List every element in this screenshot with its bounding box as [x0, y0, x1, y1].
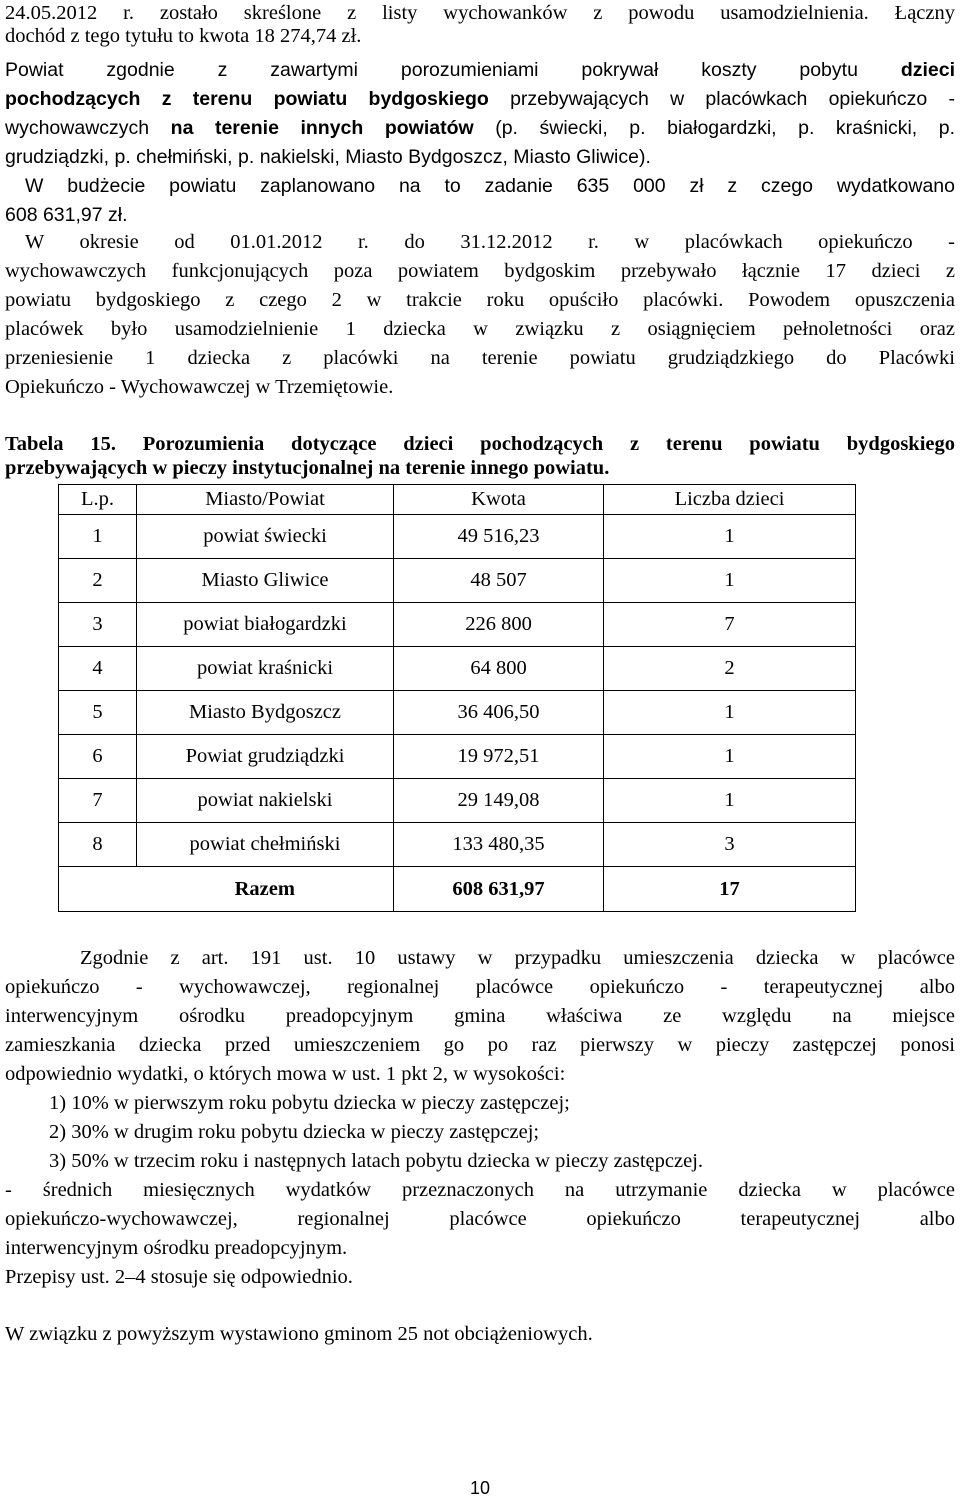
law-line-4: zamieszkania dziecka przed umieszczeniem go po raz pierwszy w pieczy zastępczej ponosi	[5, 1034, 955, 1056]
cell-children-count: 7	[604, 603, 856, 647]
closing-line: W związku z powyższym wystawiono gminom 25 not obciążeniowych.	[5, 1323, 593, 1345]
table-row	[59, 691, 856, 735]
table-row	[59, 603, 856, 647]
cell-lp: 6	[59, 735, 137, 779]
cell-total-amount: 608 631,97	[394, 867, 604, 912]
intro-line-14: Opiekuńczo - Wychowawczej w Trzemiętowie.	[5, 376, 394, 398]
cell-amount: 64 800	[394, 647, 604, 691]
cell-city-county: powiat kraśnicki	[137, 647, 394, 691]
intro-line-5	[5, 114, 955, 143]
table-row	[59, 779, 856, 823]
cell-total-empty	[59, 867, 137, 912]
table-row	[59, 515, 856, 559]
cell-total-label: Razem	[137, 867, 394, 912]
law-line-2: opiekuńczo - wychowawczej, regionalnej placówce opiekuńczo - terapeutycznej albo	[5, 976, 955, 998]
cell-city-county: powiat nakielski	[137, 779, 394, 823]
cell-children-count: 3	[604, 823, 856, 867]
cell-amount: 49 516,23	[394, 515, 604, 559]
intro-line-4-bold: pochodzących z terenu powiatu bydgoskiego	[5, 88, 489, 110]
cell-city-county: powiat świecki	[137, 515, 394, 559]
intro-line-4	[5, 85, 955, 114]
intro-line-8: 608 631,97 zł.	[5, 204, 128, 226]
header-city-county: Miasto/Powiat	[137, 485, 394, 515]
law-line-5: odpowiednio wydatki, o których mowa w ust. 1 pkt 2, w wysokości:	[5, 1063, 566, 1085]
law-line-8: interwencyjnym ośrodku preadopcyjnym.	[5, 1237, 348, 1259]
cell-city-county: powiat białogardzki	[137, 603, 394, 647]
law-item-3: 3) 50% w trzecim roku i następnych latach pobytu dziecka w pieczy zastępczej.	[49, 1150, 704, 1172]
intro-line-13: przeniesienie 1 dziecka z placówki na terenie powiatu grudziądzkiego do Placówki	[5, 347, 955, 369]
law-line-3: interwencyjnym ośrodku preadopcyjnym gmina właściwa ze względu na miejsce	[5, 1005, 955, 1027]
table-row	[59, 735, 856, 779]
cell-city-county: powiat chełmiński	[137, 823, 394, 867]
cell-lp: 3	[59, 603, 137, 647]
cell-children-count: 2	[604, 647, 856, 691]
cell-lp: 7	[59, 779, 137, 823]
intro-line-6: grudziądzki, p. chełmiński, p. nakielski, Miasto Bydgoszcz, Miasto Gliwice).	[5, 146, 651, 168]
law-item-2: 2) 30% w drugim roku pobytu dziecka w pieczy zastępczej;	[49, 1121, 540, 1143]
cell-lp: 4	[59, 647, 137, 691]
intro-line-11: powiatu bydgoskiego z czego 2 w trakcie roku opuściło placówki. Powodem opuszczenia	[5, 289, 955, 311]
intro-line-5-text-a: wychowawczych	[5, 117, 171, 139]
header-children-count: Liczba dzieci	[604, 485, 856, 515]
cell-city-county: Powiat grudziądzki	[137, 735, 394, 779]
intro-line-3-text: Powiat zgodnie z zawartymi porozumieniami pokrywał koszty pobytu	[5, 59, 901, 81]
cell-children-count: 1	[604, 559, 856, 603]
law-line-6: - średnich miesięcznych wydatków przeznaczonych na utrzymanie dziecka w placówce	[5, 1179, 955, 1201]
intro-line-12: placówek było usamodzielnienie 1 dziecka w związku z osiągnięciem pełnoletności oraz	[5, 318, 955, 340]
cell-amount: 19 972,51	[394, 735, 604, 779]
intro-line-2: dochód z tego tytułu to kwota 18 274,74 zł.	[5, 25, 362, 47]
table-caption-line-1: Tabela 15. Porozumienia dotyczące dzieci pochodzących z terenu powiatu bydgoskiego	[5, 433, 955, 455]
cell-amount: 36 406,50	[394, 691, 604, 735]
cell-lp: 5	[59, 691, 137, 735]
cell-city-county: Miasto Gliwice	[137, 559, 394, 603]
cell-amount: 133 480,35	[394, 823, 604, 867]
law-line-9: Przepisy ust. 2–4 stosuje się odpowiednio.	[5, 1266, 353, 1288]
intro-line-4-text: przebywających w placówkach opiekuńczo -	[488, 88, 955, 110]
cell-city-county: Miasto Bydgoszcz	[137, 691, 394, 735]
table-header-row	[59, 485, 856, 515]
law-line-7: opiekuńczo-wychowawczej, regionalnej placówce opiekuńczo terapeutycznej albo	[5, 1208, 955, 1230]
table-caption-line-2: przebywających w pieczy instytucjonalnej na terenie innego powiatu.	[5, 457, 610, 479]
header-amount: Kwota	[394, 485, 604, 515]
cell-amount: 226 800	[394, 603, 604, 647]
table-row	[59, 647, 856, 691]
cell-lp: 8	[59, 823, 137, 867]
intro-line-7: W budżecie powiatu zaplanowano na to zadanie 635 000 zł z czego wydatkowano	[25, 175, 955, 197]
cell-children-count: 1	[604, 515, 856, 559]
intro-line-10: wychowawczych funkcjonujących poza powiatem bydgoskim przebywało łącznie 17 dzieci z	[5, 260, 955, 282]
cell-lp: 2	[59, 559, 137, 603]
intro-line-3	[5, 56, 955, 85]
table-total-row	[59, 867, 856, 912]
cell-total-count: 17	[604, 867, 856, 912]
cell-lp: 1	[59, 515, 137, 559]
agreements-table	[58, 484, 856, 912]
intro-line-5-bold: na terenie innych powiatów	[170, 117, 474, 139]
cell-amount: 29 149,08	[394, 779, 604, 823]
table-row	[59, 559, 856, 603]
law-line-1: Zgodnie z art. 191 ust. 10 ustawy w przypadku umieszczenia dziecka w placówce	[80, 947, 955, 969]
intro-line-5-text-c: (p. świecki, p. białogardzki, p. kraśnicki, p.	[473, 117, 955, 139]
intro-line-1: 24.05.2012 r. zostało skreślone z listy wychowanków z powodu usamodzielnienia. Łączny	[5, 2, 955, 24]
cell-amount: 48 507	[394, 559, 604, 603]
table-row	[59, 823, 856, 867]
cell-children-count: 1	[604, 779, 856, 823]
header-lp: L.p.	[59, 485, 137, 515]
law-item-1: 1) 10% w pierwszym roku pobytu dziecka w pieczy zastępczej;	[49, 1092, 570, 1114]
intro-line-3-bold: dzieci	[900, 59, 955, 81]
cell-children-count: 1	[604, 735, 856, 779]
cell-children-count: 1	[604, 691, 856, 735]
page-number: 10	[469, 1478, 491, 1498]
intro-line-9: W okresie od 01.01.2012 r. do 31.12.2012 r. w placówkach opiekuńczo -	[25, 231, 955, 253]
